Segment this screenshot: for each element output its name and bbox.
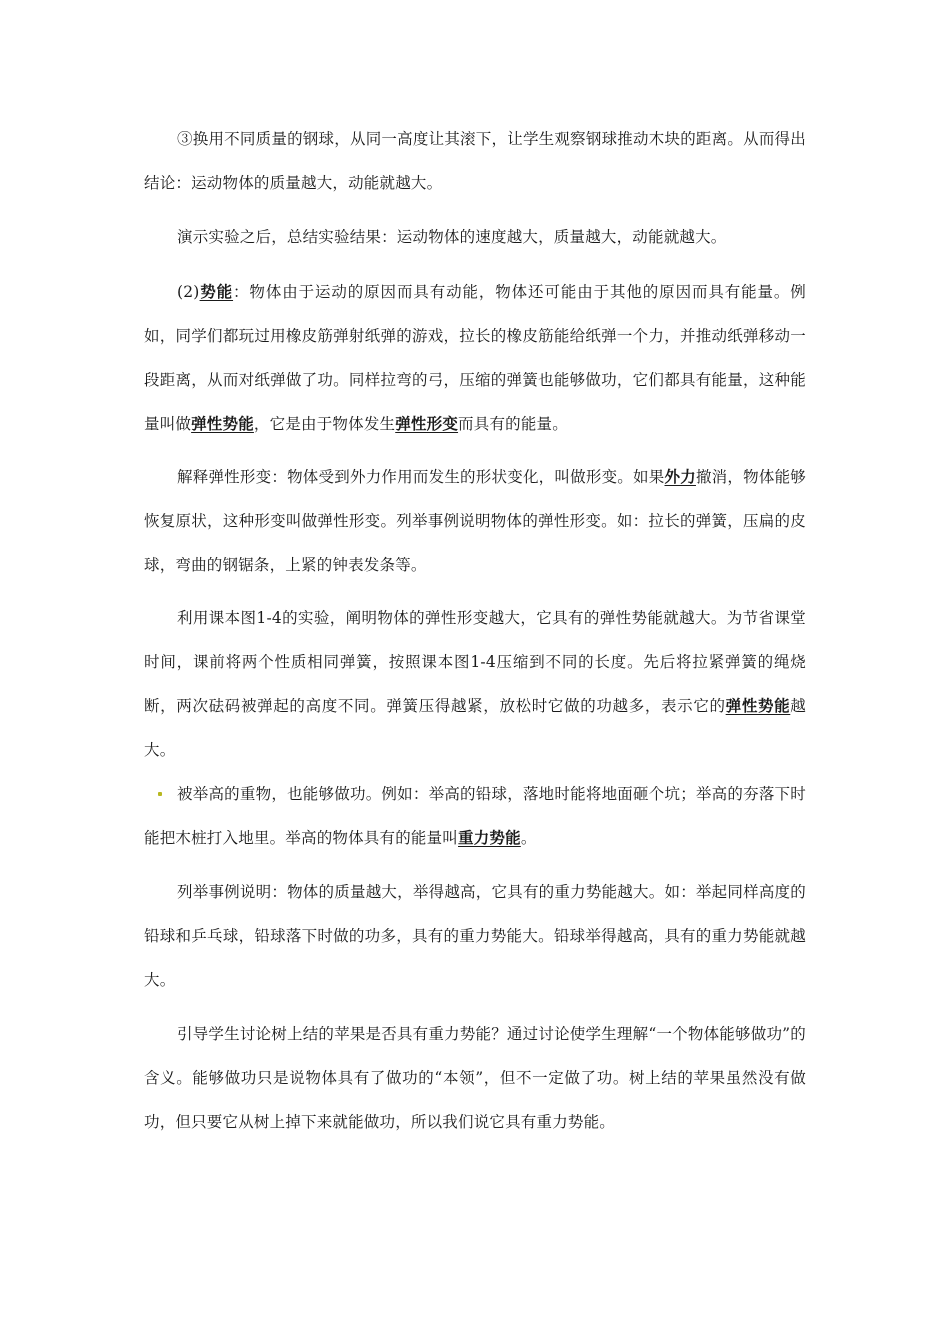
text-segment: 引导学生讨论树上结的苹果是否具有重力势能？通过讨论使学生理解“一个物体能够做功”的含义。能够做功只是说物体具有了做功的“本领”，但不一定做了功。树上结的苹果虽然没有做功，但只要它从树上掉下来就能做功，所以我们说它具有重力势能。 (144, 1025, 806, 1131)
paragraph-spring-experiment (144, 596, 806, 772)
paragraph-gravitational-potential (144, 772, 806, 860)
text-segment: ：物体由于运动的原因而具有动能，物体还可能由于其他的原因而具有能量。例如，同学们都玩过用橡皮筋弹射纸弹的游戏，拉长的橡皮筋能给纸弹一个力，并推动纸弹移动一段距离，从而对纸弹做了功。同样拉弯的弓，压缩的弹簧也能够做功，它们都具有能量，这种能量叫做 (144, 283, 806, 433)
paragraph-potential-energy (144, 270, 806, 446)
text-segment: 演示实验之后，总结实验结果：运动物体的速度越大，质量越大，动能就越大。 (177, 228, 727, 246)
keyword-elastic-deformation: 弹性形变 (395, 414, 459, 433)
text-segment: 越大。 (144, 697, 806, 759)
keyword-potential-energy: 势能 (199, 282, 234, 301)
text-segment: 解释弹性形变：物体受到外力作用而发生的形状变化，叫做形变。如果 (177, 468, 665, 486)
text-segment: ③换用不同质量的钢球，从同一高度让其滚下，让学生观察钢球推动木块的距离。从而得出结论：运动物体的质量越大，动能就越大。 (144, 130, 806, 192)
keyword-gravitational-potential-energy: 重力势能 (458, 828, 521, 847)
keyword-elastic-potential-energy: 弹性势能 (191, 414, 254, 433)
keyword-external-force: 外力 (664, 467, 696, 486)
paragraph-apple-discussion (144, 1012, 806, 1144)
keyword-elastic-potential-energy: 弹性势能 (725, 696, 791, 715)
text-segment: (2) (177, 283, 200, 301)
text-segment: 被举高的重物，也能够做功。例如：举高的铅球，落地时能将地面砸个坑；举高的夯落下时能把木桩打入地里。举高的物体具有的能量叫 (144, 785, 806, 847)
text-segment: 撤消，物体能够恢复原状，这种形变叫做弹性形变。列举事例说明物体的弹性形变。如：拉长的弹簧，压扁的皮球，弯曲的钢锯条，上紧的钟表发条等。 (144, 468, 807, 574)
paragraph-elastic-deformation (144, 455, 806, 587)
text-segment: 而具有的能量。 (458, 415, 568, 433)
text-segment: 利用课本图1-4的实验，阐明物体的弹性形变越大，它具有的弹性势能就越大。为节省课堂时间，课前将两个性质相同弹簧，按照课本图1-4压缩到不同的长度。先后将拉紧弹簧的绳烧断，两次砝码被弹起的高度不同。弹簧压得越紧，放松时它做的功越多，表示它的 (144, 609, 806, 715)
text-segment: ，它是由于物体发生 (253, 415, 396, 433)
paragraph-gravity-examples (144, 870, 806, 1002)
paragraph-steel-ball-mass (144, 117, 806, 205)
text-segment: 列举事例说明：物体的质量越大，举得越高，它具有的重力势能越大。如：举起同样高度的铅球和乒乓球，铅球落下时做的功多，具有的重力势能大。铅球举得越高，具有的重力势能就越大。 (144, 883, 806, 989)
text-segment: 。 (520, 829, 537, 847)
paragraph-demo-summary (144, 215, 806, 259)
